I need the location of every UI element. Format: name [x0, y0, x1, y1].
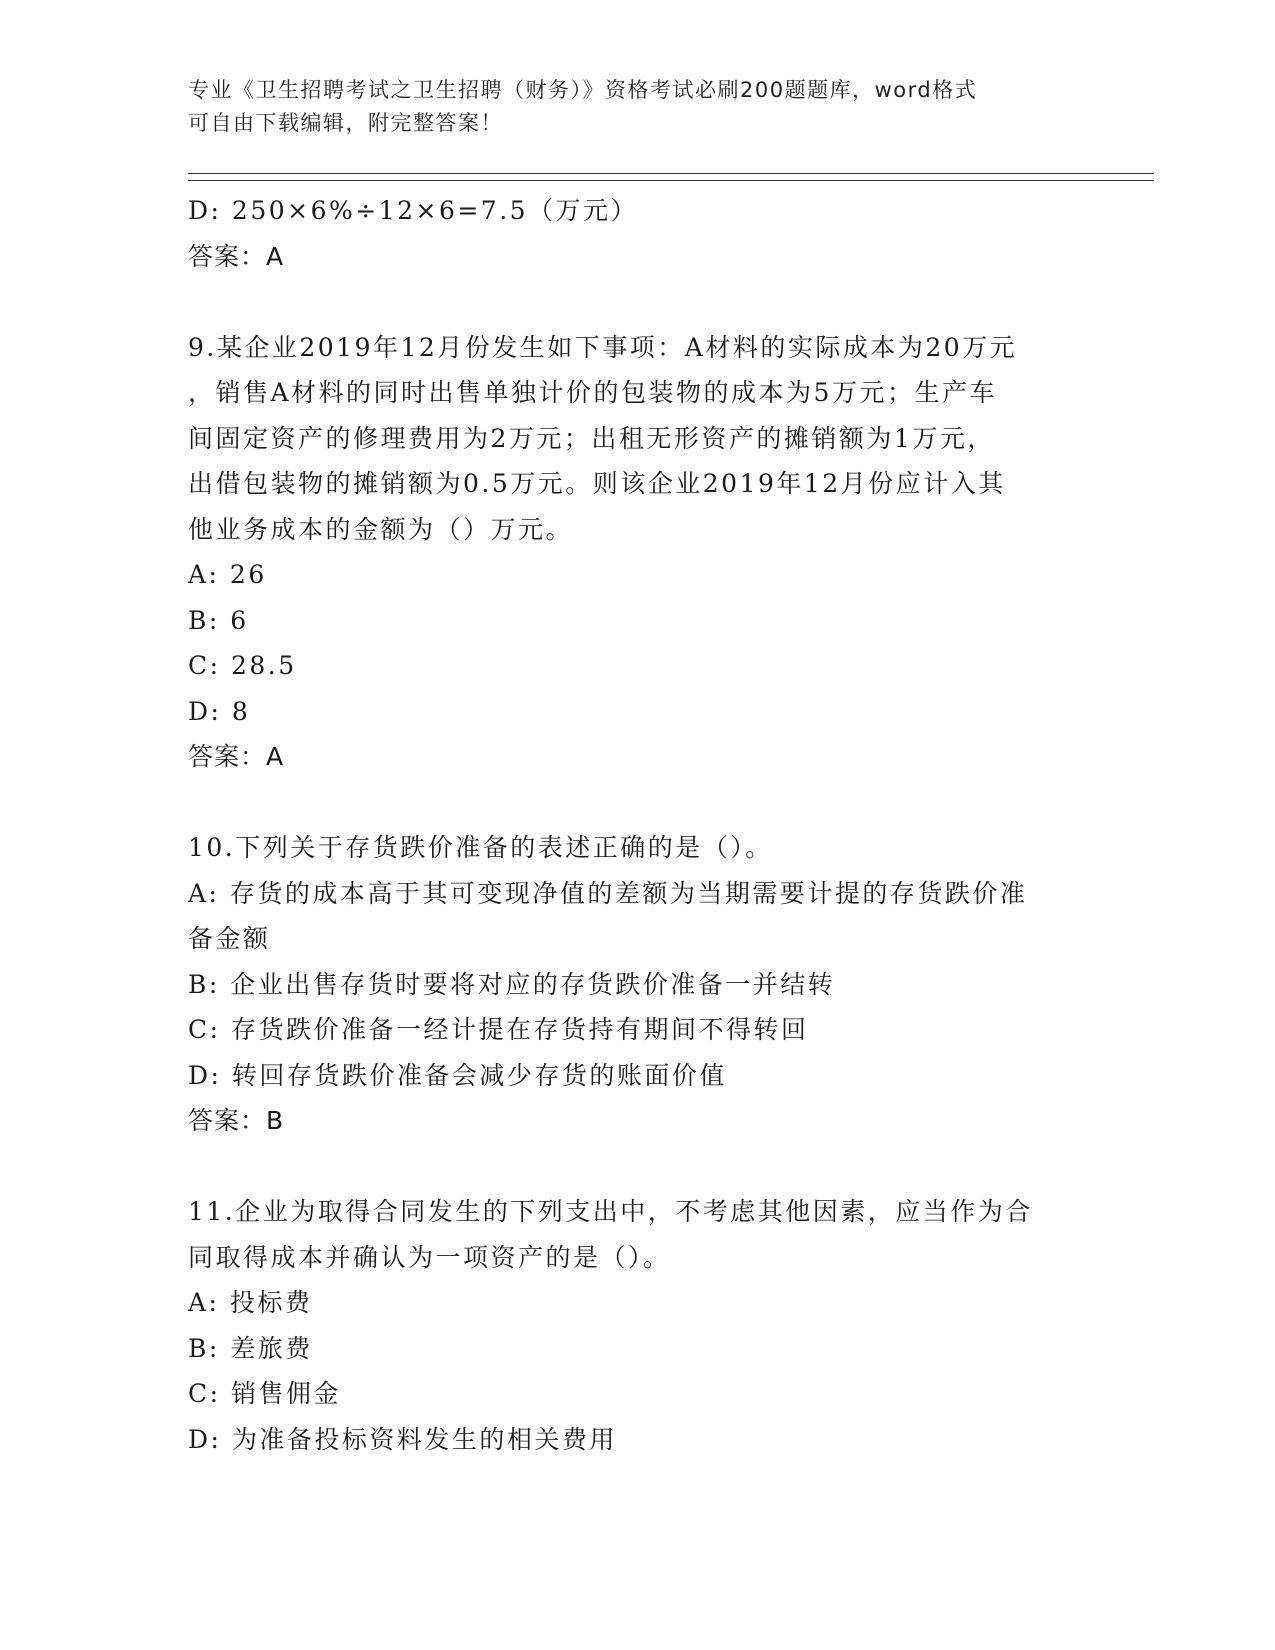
question-11 — [188, 1189, 1088, 1462]
prev-option-d: D: 250×6%÷12×6=7.5（万元） — [188, 196, 639, 225]
question-11-text-line-1: 11.企业为取得合同发生的下列支出中，不考虑其他因素，应当作为合 — [188, 1197, 1033, 1226]
question-9-text-line-1: 9.某企业2019年12月份发生如下事项：A材料的实际成本为20万元 — [188, 332, 1018, 362]
question-10 — [188, 825, 1088, 1144]
question-10-answer: 答案：B — [188, 1106, 285, 1135]
question-9-option-b: B: 6 — [188, 605, 249, 635]
question-11-option-b: B: 差旅费 — [188, 1333, 313, 1363]
question-10-text-line-1: 10.下列关于存货跌价准备的表述正确的是（）。 — [188, 833, 773, 862]
question-10-option-c: C: 存货跌价准备一经计提在存货持有期间不得转回 — [188, 1015, 809, 1044]
question-9-option-d: D: 8 — [188, 696, 251, 726]
question-10-option-b: B: 企业出售存货时要将对应的存货跌价准备一并结转 — [188, 969, 836, 999]
header-title-line-1: 专业《卫生招聘考试之卫生招聘（财务）》资格考试必刷200题题库，word格式 — [188, 78, 978, 102]
question-11-option-a: A: 投标费 — [188, 1288, 313, 1317]
question-9-text-line-3: 间固定资产的修理费用为2万元；出租无形资产的摊销额为1万元， — [188, 423, 995, 453]
question-content — [188, 188, 1088, 1462]
header-divider-bottom — [188, 180, 1154, 181]
header-divider-top — [188, 173, 1154, 174]
question-9-text-line-4: 出借包装物的摊销额为0.5万元。则该企业2019年12月份应计入其 — [188, 469, 1006, 498]
question-9-text-line-2: ，销售A材料的同时出售单独计价的包装物的成本为5万元；生产车 — [188, 378, 997, 407]
question-11-text-line-2: 同取得成本并确认为一项资产的是（）。 — [188, 1242, 671, 1272]
question-11-option-d: D: 为准备投标资料发生的相关费用 — [188, 1424, 617, 1454]
spacer — [188, 279, 1088, 325]
question-9-option-a: A: 26 — [188, 560, 267, 589]
question-9 — [188, 325, 1088, 780]
question-9-answer: 答案：A — [188, 742, 285, 771]
question-9-option-c: C: 28.5 — [188, 651, 297, 680]
question-10-option-d: D: 转回存货跌价准备会减少存货的账面价值 — [188, 1060, 727, 1090]
question-11-option-c: C: 销售佣金 — [188, 1379, 341, 1408]
question-10-option-a-line-2: 备金额 — [188, 924, 271, 953]
spacer — [188, 780, 1088, 826]
question-10-option-a-line-1: A: 存货的成本高于其可变现净值的差额为当期需要计提的存货跌价准 — [188, 878, 1028, 908]
spacer — [188, 1144, 1088, 1190]
prev-answer: 答案：A — [188, 241, 285, 271]
document-header — [188, 74, 1088, 140]
question-9-text-line-5: 他业务成本的金额为（）万元。 — [188, 514, 574, 544]
header-title-line-2: 可自由下载编辑，附完整答案！ — [188, 111, 503, 135]
